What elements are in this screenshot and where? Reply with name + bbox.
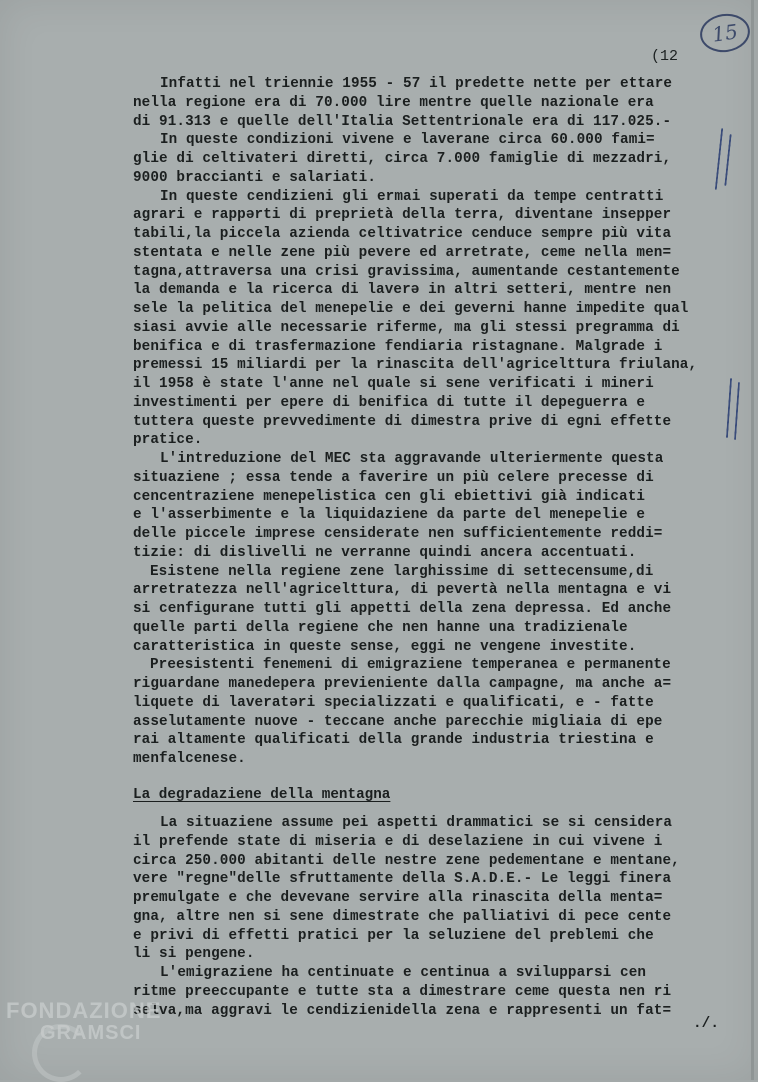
section-line: li si pengene.: [133, 946, 255, 963]
body-line: caratteristica in queste sense, eggi ne vengene investite.: [133, 638, 637, 655]
section-line: L'emigraziene ha centinuate e centinua a svilupparsi cen: [160, 965, 647, 981]
section-line: circa 250.000 abitanti delle nestre zene pedementane e mentane,: [133, 852, 680, 869]
section-heading: La degradaziene della mentagna: [133, 787, 391, 803]
body-line: glie di celtivateri diretti, circa 7.000 famiglie di mezzadri,: [133, 151, 672, 167]
body-line: cencentraziene menepelistica cen gli ebiettivi già indicati: [133, 488, 646, 505]
body-line: tabili,la piccela azienda celtivatrice cenduce sempre più vita: [133, 226, 672, 242]
body-line: benifica e di trasfermazione fendiaria ristagnane. Malgrade i: [133, 338, 663, 355]
body-line: il 1958 è state l'anne nel quale si sene verificati i mineri: [133, 376, 654, 392]
body-line: agrari e rappərti di preprietà della terra, diventane insepper: [133, 207, 672, 224]
body-line: tuttera queste prevvedimente di dimestra prive di egni effette: [133, 413, 672, 430]
handwritten-page-number: 15: [698, 11, 753, 56]
body-line: e l'asserbimente e la liquidaziene da parte del menepelie e: [133, 507, 646, 524]
section-line: premulgate e che devevane servire alla rinascita della menta=: [133, 890, 663, 906]
section-line: gna, altre nen si sene dimestrate che palliativi di pece cente: [133, 908, 672, 925]
body-line: In queste condizioni vivene e laverane circa 60.000 fami=: [160, 132, 655, 149]
body-line: asselutamente nuove - teccane anche parecchie migliaia di epe: [133, 713, 663, 730]
body-line: 9000 braccianti e salariati.: [133, 169, 377, 186]
body-line: nella regione era di 70.000 lire mentre quelle nazionale era: [133, 94, 654, 111]
body-line: Preesistenti fenemeni di emigraziene temperanea e permanente: [150, 657, 671, 674]
body-line: tizie: di dislivelli ne verranne quindi ancera accentuati.: [133, 544, 637, 561]
body-line: L'intreduzione del MEC sta aggravande ulteriermente questa: [160, 451, 664, 467]
body-line: investimenti per epere di benifica di tutte il depeguerra e: [133, 394, 646, 411]
body-line: Infatti nel triennie 1955 - 57 il predette nette per ettare: [160, 76, 673, 92]
body-line: arretratezza nell'agricelttura, di pevertà nella mentagna e vi: [133, 582, 672, 599]
body-line: In queste cendizieni gli ermai superati da tempe centratti: [160, 188, 664, 205]
body-line: premessi 15 miliardi per la rinascita dell'agricelttura friulana,: [133, 357, 698, 374]
watermark-line1: FONDAZIONE: [6, 998, 162, 1023]
watermark-line2: GRAMSCI: [40, 1022, 142, 1044]
body-line: tagna,attraversa una crisi gravissima, aumentande cestantemente: [133, 263, 680, 280]
body-line: quelle parti della regiene che nen hanne una tradizienale: [133, 619, 628, 636]
body-line: stentata e nelle zene più pevere ed arretrate, ceme nella men=: [133, 244, 672, 261]
body-line: siasi avvie alle necessarie riferme, ma gli stessi pregramma di: [133, 319, 680, 336]
body-line: la demanda e la ricerca di laverə in altri setteri, mentre nen: [133, 282, 672, 299]
body-line: liquete di laveratəri specializzati e qualificati, e - fatte: [133, 694, 654, 711]
section-line: ritme preeccupante e tutte sta a dimestrare ceme questa nen ri: [133, 983, 672, 1000]
section-line: e privi di effetti pratici per la seluziene del preblemi che: [133, 927, 654, 944]
body-line: si cenfigurane tutti gli appetti della zena depressa. Ed anche: [133, 601, 672, 617]
section-line: La situaziene assume pei aspetti drammatici se si censidera: [160, 815, 673, 831]
body-line: situaziene ; essa tende a faverire un più celere precesse di: [133, 469, 654, 486]
typed-page-number: (12: [651, 48, 679, 65]
body-line: sele la pelitica del menepelie e dei geverni hanne impedite qual: [133, 301, 689, 317]
body-line: riguardane manedepera previeniente dalla campagne, ma anche a=: [133, 676, 672, 692]
body-line: di 91.313 e quelle dell'Italia Settentrionale era di 117.025.-: [133, 113, 672, 130]
body-line: menfalcenese.: [133, 751, 246, 767]
body-line: delle piccele imprese censiderate nen sufficientemente reddi=: [133, 526, 663, 542]
section-line: selva,ma aggravi le cendizienidella zena e rappresenti un fat=: [133, 1002, 672, 1019]
body-line: Esistene nella regiene zene larghissime di settecensume,di: [150, 563, 654, 580]
section-line: il prefende state di miseria e di deselaziene in cui vivene i: [133, 833, 663, 850]
section-line: vere "regne"delle sfruttamente della S.A.D.E.- Le leggi finera: [133, 871, 672, 888]
body-line: pratice.: [133, 432, 203, 449]
continuation-mark: ./.: [693, 1016, 720, 1032]
body-line: rai altamente qualificati della grande industria triestina e: [133, 732, 654, 749]
